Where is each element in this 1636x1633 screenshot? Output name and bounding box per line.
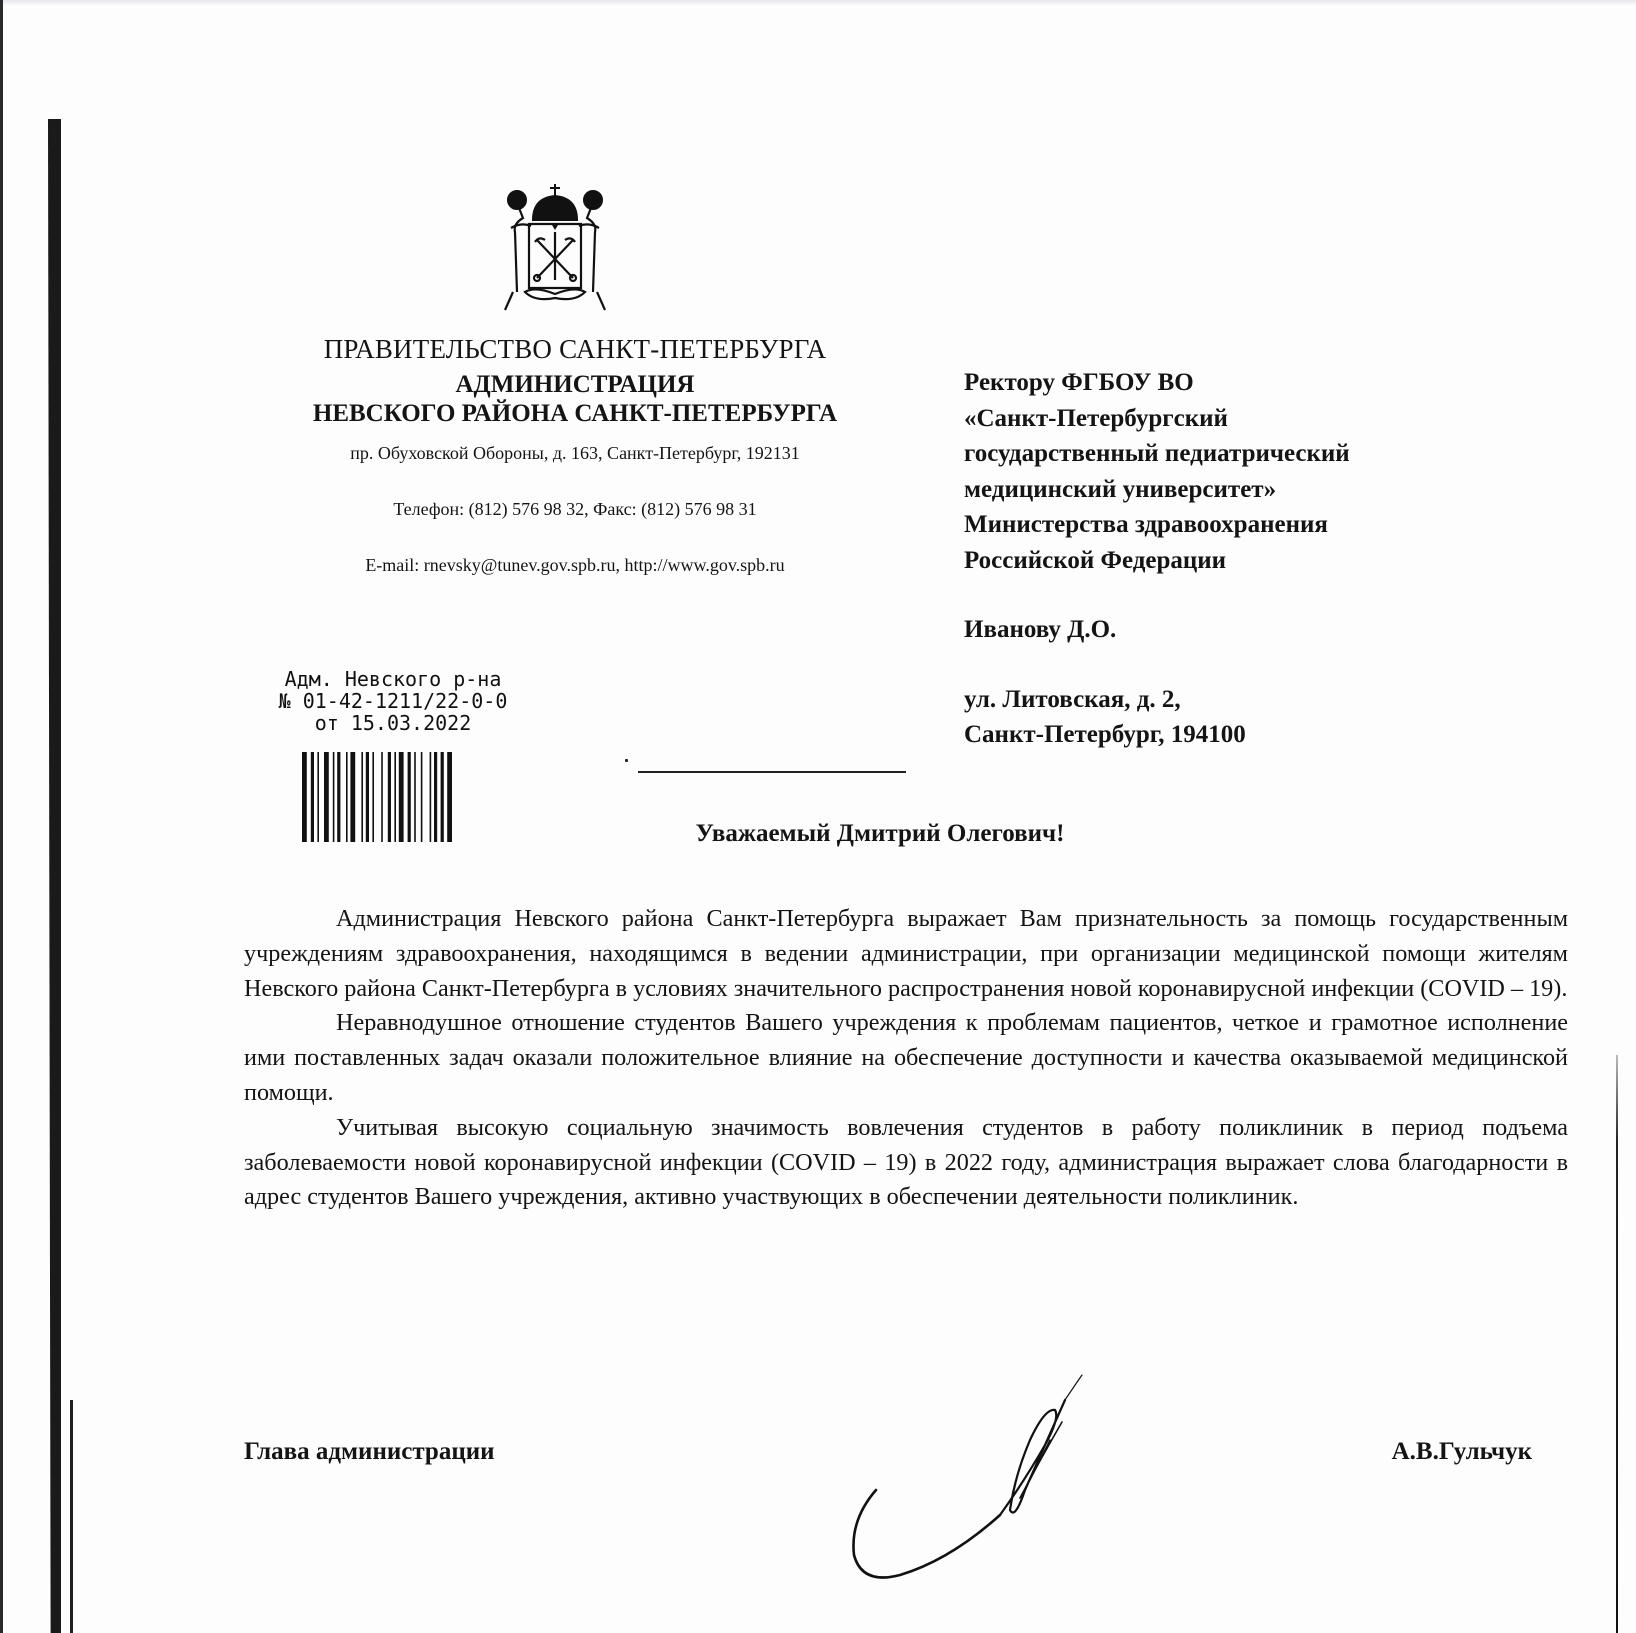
addressee-block [964,365,1524,753]
barcode-bar [302,752,307,842]
registration-date: от 15.03.2022 [314,711,472,735]
addressee-name: Иванову Д.О. [964,616,1117,643]
barcode-bar [333,752,335,842]
addressee-line: «Санкт-Петербургский [964,404,1228,432]
addressee-line: Ректору ФГБОУ ВО [964,369,1194,396]
barcode-bar [317,752,319,842]
addressee-line: медицинский университет» [964,475,1277,503]
body-paragraph: Администрация Невского района Санкт-Петербурга выражает Вам признательность за помощь государственным учреждениям здравоохранения, находящимся в ведении администрации, при организации медицинской помощи жителям Невского района Санкт-Петербурга в условиях значительного распространения новой коронавирусной инфекции (COVID – 19). [244,905,1568,1002]
body-paragraph: Неравнодушное отношение студентов Вашего учреждения к проблемам пациентов, четкое и грамотное исполнение ими поставленных задач оказали положительное влияние на обеспечение доступности и качества оказываемой медицинской помощи. [244,1009,1568,1106]
barcode-bar [361,752,363,842]
barcode-bar [366,752,369,842]
signatory-title: Глава администрации [244,1438,495,1465]
letterhead-admin-line1: АДМИНИСТРАЦИЯ [455,371,695,398]
barcode-bar [399,752,404,842]
letter-body [244,902,1568,1215]
barcode-bar [324,752,329,842]
blank-reference-line [638,771,906,773]
margin-line-left [70,1400,73,1633]
letterhead-address: пр. Обуховской Обороны, д. 163, Санкт-Петербург, 192131 [350,443,800,463]
barcode-bar [447,752,452,842]
barcode-bar [430,752,432,842]
scan-edge-left [0,0,3,1633]
margin-bar-left [48,119,61,1633]
letterhead-email-web: E-mail: rnevsky@tunev.gov.spb.ru, http://www.gov.spb.ru [365,555,785,575]
barcode-bar [441,752,444,842]
body-paragraph: Учитывая высокую социальную значимость вовлечения студентов в работу поликлиник в период подъема заболеваемости новой коронавирусной инфекции (COVID – 19) в 2022 году, администрация выражает слова благодарности в адрес студентов Вашего учреждения, активно участвующих в обеспечении деятельности поликлиник. [244,1113,1568,1211]
registration-stamp [258,668,528,734]
addressee-address-line: Санкт-Петербург, 194100 [964,721,1246,748]
barcode-icon [302,752,500,842]
addressee-line: Российской Федерации [964,546,1227,574]
registration-number: № 01-42-1211/22-0-0 [278,689,508,713]
barcode-bar [388,752,391,842]
barcode-bar [434,752,437,842]
coat-of-arms-icon [495,180,615,320]
signature-icon [850,1370,1230,1590]
barcode-bar [414,752,416,842]
signatory-name: А.В.Гульчук [1391,1438,1532,1465]
barcode-bar [408,752,411,842]
barcode-bar [421,752,423,842]
salutation: Уважаемый Дмитрий Олегович! [695,820,1065,847]
letterhead-phone-fax: Телефон: (812) 576 98 32, Факс: (812) 576 98 31 [393,499,757,519]
letterhead-admin-line2: НЕВСКОГО РАЙОНА САНКТ-ПЕТЕРБУРГА [312,400,838,427]
letterhead-government: ПРАВИТЕЛЬСТВО САНКТ-ПЕТЕРБУРГА [323,334,827,364]
scan-edge-top [0,0,1636,6]
registration-org: Адм. Невского р-на [284,667,502,691]
barcode-bar [394,752,396,842]
addressee-line: государственный педиатрический [964,440,1350,467]
addressee-line: Министерства здравоохранения [964,511,1328,538]
letterhead [250,332,900,576]
barcode-bar [311,752,314,842]
barcode-bar [381,752,383,842]
barcode-bar [337,752,340,842]
blank-dot [625,759,628,762]
barcode-bar [350,752,355,842]
margin-line-right [1616,1055,1618,1633]
barcode-bar [346,752,348,842]
addressee-address-line: ул. Литовская, д. 2, [964,685,1181,713]
barcode-bar [372,752,374,842]
